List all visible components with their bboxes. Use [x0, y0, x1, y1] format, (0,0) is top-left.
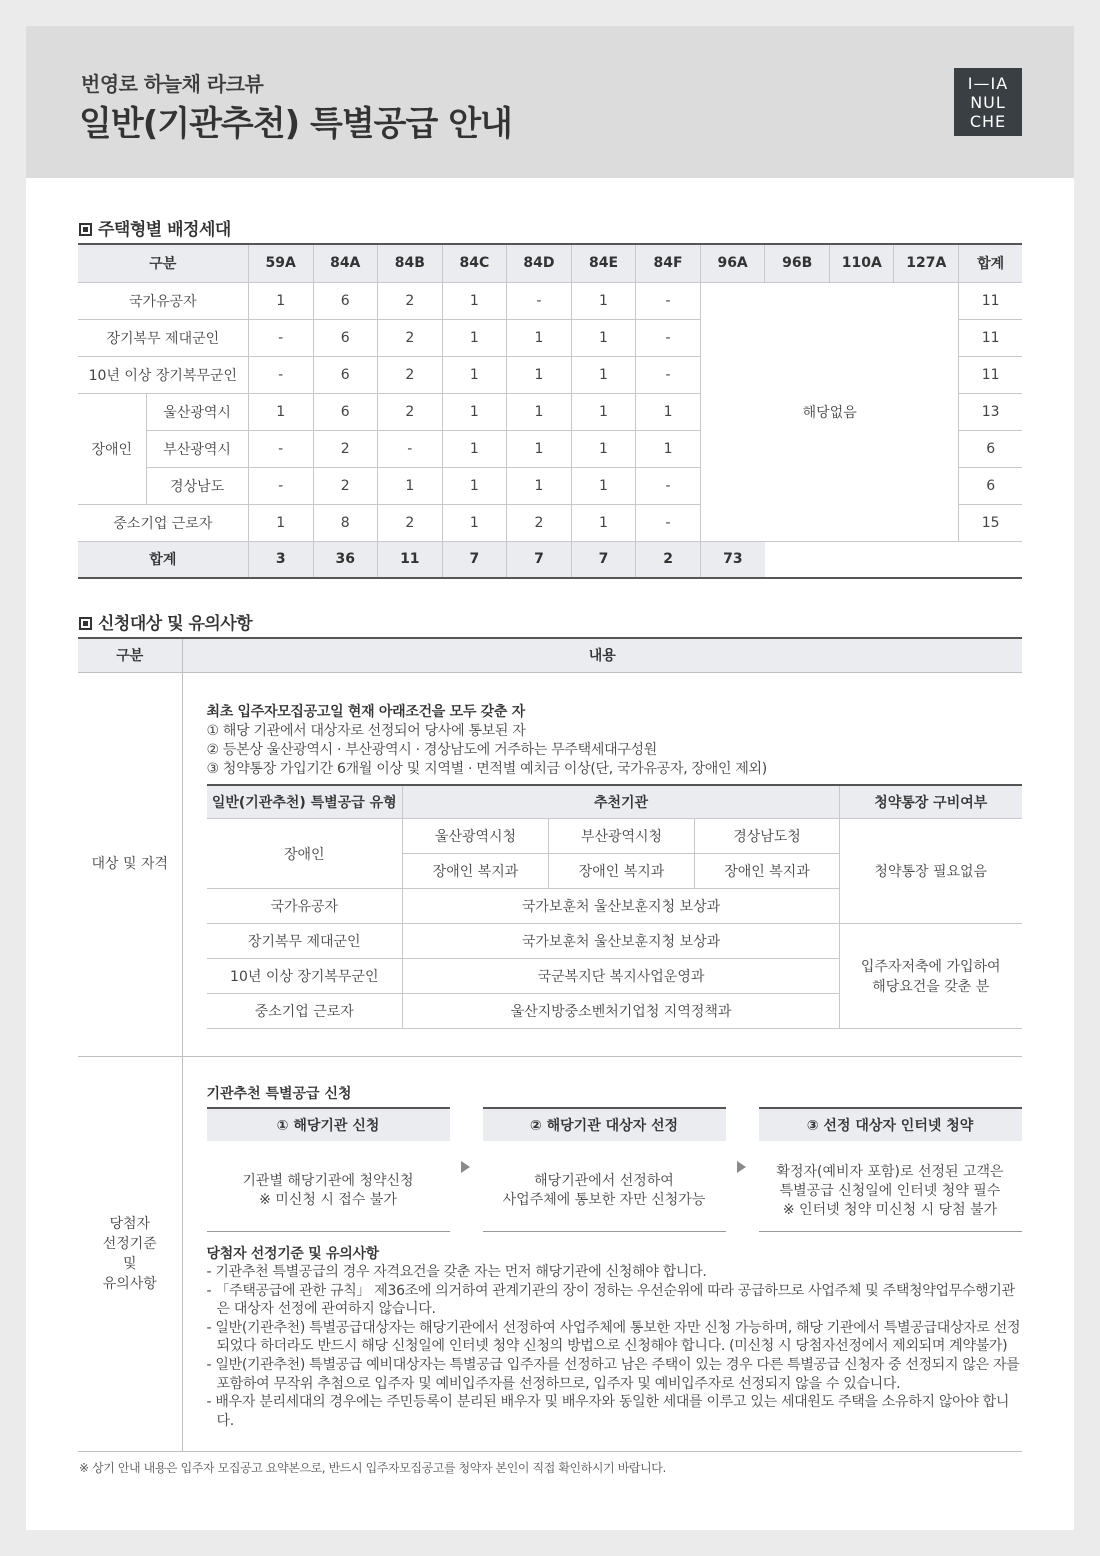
cell: -: [636, 319, 701, 356]
table-row: [207, 924, 1022, 959]
conditions-heading: 최초 입주자모집공고일 현재 아래조건을 모두 갖춘 자: [206, 703, 525, 720]
cell: 2: [377, 356, 442, 393]
eligibility-content: [182, 672, 1022, 1056]
table-row: [78, 282, 1022, 319]
agency-cell: 장애인 복지과: [549, 854, 695, 889]
agency-cell: 장애인 복지과: [403, 854, 549, 889]
rule-item: - 배우자 분리세대의 경우에는 주민등록이 분리된 배우자 및 배우자와 동일한 세대를 이루고 있는 세대원도 주택을 소유하지 않아야 합니다.: [206, 1394, 1010, 1429]
cell: 2: [636, 541, 701, 578]
cell: 1: [571, 319, 635, 356]
column-header: 96B: [765, 244, 830, 282]
row-label: 합계: [78, 541, 248, 578]
cell: 1: [636, 393, 701, 430]
logo-line: CHE: [969, 112, 1007, 131]
agency-cell: 장애인 복지과: [695, 854, 840, 889]
table-header-row: [78, 638, 1022, 672]
column-header: 일반(기관추천) 특별공급 유형: [207, 785, 403, 819]
eligibility-table: [78, 637, 1022, 1452]
cell: -: [248, 356, 313, 393]
cell: 1: [571, 467, 635, 504]
logo-line: I—IA: [967, 74, 1009, 93]
cell: 7: [506, 541, 571, 578]
cell: 1: [442, 356, 506, 393]
cell: -: [248, 430, 313, 467]
cell: 1: [248, 504, 313, 541]
column-header: 84A: [313, 244, 377, 282]
cell: 1: [442, 282, 506, 319]
step-body: 해당기관에서 선정하여 사업주체에 통보한 자만 신청가능: [502, 1173, 706, 1208]
row-group-label: 장애인: [78, 393, 146, 504]
cell: 1: [506, 319, 571, 356]
condition-item: ② 등본상 울산광역시 · 부산광역시 · 경상남도에 거주하는 무주택세대구성원: [206, 741, 657, 758]
step-card: [483, 1107, 726, 1232]
rule-item: - 일반(기관추천) 특별공급 예비대상자는 특별공급 입주자를 선정하고 남은 주택이 있는 경우 다른 특별공급 신청자 중 선정되지 않은 자를 포함하여 무작위 추첨으로 입주자 및 예비입주자를 선정하므로, 입주자 및 예비입주자로 선정되지 않을 수 있습니다.: [206, 1357, 1020, 1392]
cell: 1: [571, 356, 635, 393]
footnote: ※ 상기 안내 내용은 입주자 모집공고 요약본으로, 반드시 입주자모집공고를 청약자 본인이 직접 확인하시기 바랍니다.: [79, 1461, 666, 1475]
step-body: 기관별 해당기관에 청약신청 ※ 미신청 시 접수 불가: [242, 1173, 414, 1208]
cell: 8: [313, 504, 377, 541]
column-header: 96A: [701, 244, 765, 282]
recommending-agency-table: [207, 784, 1022, 1030]
cell: 1: [442, 319, 506, 356]
row-total: 13: [959, 393, 1022, 430]
row-label: 장기복무 제대군인: [78, 319, 248, 356]
type-cell: 장애인: [207, 819, 403, 889]
arrow-right-icon: [737, 1161, 746, 1173]
agency-cell: 국가보훈처 울산보훈지청 보상과: [403, 924, 840, 959]
cell: 1: [377, 467, 442, 504]
row-total: 6: [959, 467, 1022, 504]
cell: 2: [313, 467, 377, 504]
column-header: 구분: [78, 244, 248, 282]
cell: 1: [248, 393, 313, 430]
arrow-right-icon: [461, 1161, 470, 1173]
step-card: [207, 1107, 450, 1232]
category-selection: [78, 1056, 182, 1451]
column-header: 110A: [830, 244, 894, 282]
eligibility-conditions: [207, 703, 767, 779]
cell: -: [248, 467, 313, 504]
row-total: 73: [701, 541, 765, 578]
column-header: 청약통장 구비여부: [840, 785, 1022, 819]
cell: 1: [636, 430, 701, 467]
allocation-table: [78, 243, 1022, 579]
logo-line: NUL: [970, 93, 1006, 112]
cell: 11: [377, 541, 442, 578]
cell: 3: [248, 541, 313, 578]
notice-sheet: [26, 26, 1074, 1530]
not-applicable-cell: 해당없음: [701, 282, 959, 541]
cell: 1: [506, 356, 571, 393]
agency-cell: 국군복지단 복지사업운영과: [403, 959, 840, 994]
cell: 1: [506, 430, 571, 467]
table-header-row: [78, 244, 1022, 282]
row-total: 15: [959, 504, 1022, 541]
rules-heading: 당첨자 선정기준 및 유의사항: [206, 1245, 379, 1262]
step-title: ① 해당기관 신청: [207, 1107, 450, 1141]
cell: -: [248, 319, 313, 356]
type-cell: 중소기업 근로자: [207, 994, 403, 1029]
section-title-text: 주택형별 배정세대: [98, 220, 231, 240]
cell: 6: [313, 393, 377, 430]
selection-rules: [207, 1245, 1022, 1431]
section-title-text: 신청대상 및 유의사항: [98, 614, 253, 634]
cell: 1: [571, 282, 635, 319]
step-title: ② 해당기관 대상자 선정: [483, 1107, 726, 1141]
square-bullet-icon: [79, 223, 92, 236]
category-eligibility: 대상 및 자격: [78, 672, 182, 1056]
column-header: 84E: [571, 244, 635, 282]
cell: 7: [442, 541, 506, 578]
row-total: 6: [959, 430, 1022, 467]
agency-cell: 국가보훈처 울산보훈지청 보상과: [403, 889, 840, 924]
agency-cell: 경상남도청: [695, 819, 840, 854]
column-header: 84B: [377, 244, 442, 282]
square-bullet-icon: [79, 617, 92, 630]
row-total: 11: [959, 356, 1022, 393]
cell: 2: [377, 393, 442, 430]
row-label: 중소기업 근로자: [78, 504, 248, 541]
cell: 1: [442, 430, 506, 467]
category-line: 당첨자: [109, 1215, 151, 1232]
type-cell: 국가유공자: [207, 889, 403, 924]
apply-title: 기관추천 특별공급 신청: [206, 1085, 352, 1102]
table-row: [207, 819, 1022, 854]
step-title: ③ 선정 대상자 인터넷 청약: [759, 1107, 1022, 1141]
condition-item: ③ 청약통장 가입기간 6개월 이상 및 지역별 · 면적별 예치금 이상(단, 국가유공자, 장애인 제외): [206, 760, 767, 777]
category-line: 선정기준: [102, 1235, 157, 1252]
column-header: 84F: [636, 244, 701, 282]
column-header: 84D: [506, 244, 571, 282]
condition-item: ① 해당 기관에서 대상자로 선정되어 당사에 통보된 자: [206, 722, 526, 739]
cell: 1: [442, 504, 506, 541]
agency-cell: 부산광역시청: [549, 819, 695, 854]
account-requirement-line: 입주자저축에 가입하여: [860, 959, 1001, 975]
cell: 6: [313, 282, 377, 319]
rule-item: - 기관추천 특별공급의 경우 자격요건을 갖춘 자는 먼저 해당기관에 신청해야 합니다.: [206, 1264, 707, 1281]
step-card: [759, 1107, 1022, 1232]
row-total: 11: [959, 282, 1022, 319]
account-cell: [840, 924, 1022, 1029]
agency-cell: 울산지방중소벤처기업청 지역정책과: [403, 994, 840, 1029]
column-header: 구분: [78, 638, 182, 672]
type-cell: 장기복무 제대군인: [207, 924, 403, 959]
brand-logo: [954, 68, 1022, 136]
cell: 1: [248, 282, 313, 319]
table-header-row: [207, 785, 1022, 819]
row-total: 11: [959, 319, 1022, 356]
section-title-eligibility: [79, 609, 252, 634]
column-header: 추천기관: [403, 785, 840, 819]
column-header: 127A: [894, 244, 959, 282]
category-line: 유의사항: [102, 1275, 157, 1292]
column-header: 84C: [442, 244, 506, 282]
cell: 1: [506, 467, 571, 504]
row-label: 10년 이상 장기복무군인: [78, 356, 248, 393]
table-row: [78, 672, 1022, 1056]
row-label: 경상남도: [146, 467, 248, 504]
type-cell: 10년 이상 장기복무군인: [207, 959, 403, 994]
column-header: 합계: [959, 244, 1022, 282]
cell: 2: [377, 282, 442, 319]
row-label: 울산광역시: [146, 393, 248, 430]
cell: 1: [571, 430, 635, 467]
cell: -: [506, 282, 571, 319]
cell: 2: [313, 430, 377, 467]
cell: -: [377, 430, 442, 467]
account-requirement-line: 해당요건을 갖춘 분: [872, 979, 990, 995]
header-banner: [26, 26, 1074, 178]
table-row: [78, 1056, 1022, 1451]
cell: -: [636, 356, 701, 393]
cell: -: [636, 467, 701, 504]
cell: 2: [506, 504, 571, 541]
agency-cell: 울산광역시청: [403, 819, 549, 854]
cell: 6: [313, 319, 377, 356]
selection-content: [182, 1056, 1022, 1451]
cell: 6: [313, 356, 377, 393]
cell: 2: [377, 504, 442, 541]
cell: -: [636, 282, 701, 319]
cell: 36: [313, 541, 377, 578]
page-title: 일반(기관추천) 특별공급 안내: [79, 104, 512, 144]
cell: 1: [506, 393, 571, 430]
column-header: 내용: [182, 638, 1022, 672]
cell: 1: [442, 393, 506, 430]
complex-name: 번영로 하늘채 라크뷰: [81, 72, 264, 96]
cell: 1: [571, 393, 635, 430]
row-label: 국가유공자: [78, 282, 248, 319]
cell: 1: [571, 504, 635, 541]
rule-item: - 「주택공급에 관한 규칙」 제36조에 의거하여 관계기관의 장이 정하는 우선순위에 따라 공급하므로 사업주체 및 주택청약업무수행기관은 대상자 선정에 관여하지 않습니다.: [206, 1282, 1015, 1318]
column-header: 59A: [248, 244, 313, 282]
rule-item: - 일반(기관추천) 특별공급대상자는 해당기관에서 선정하여 사업주체에 통보한 자만 신청 가능하며, 해당 기관에서 특별공급대상자로 선정되었다 하더라도 반드시 해당 신청일에 인터넷 청약 신청의 방법으로 신청해야 합니다. (미신청 시 당첨자선정에서 제외되며 계약불가): [206, 1319, 1021, 1355]
row-label: 부산광역시: [146, 430, 248, 467]
step-body: 확정자(예비자 포함)로 선정된 고객은 특별공급 신청일에 인터넷 청약 필수 ※ 인터넷 청약 미신청 시 당첨 불가: [776, 1163, 1004, 1218]
account-cell: 청약통장 필요없음: [840, 819, 1022, 924]
cell: -: [636, 504, 701, 541]
section-title-allocation: [79, 215, 231, 240]
total-row: [78, 541, 1022, 578]
cell: 7: [571, 541, 635, 578]
category-line: 및: [122, 1255, 137, 1272]
cell: 2: [377, 319, 442, 356]
cell: 1: [442, 467, 506, 504]
